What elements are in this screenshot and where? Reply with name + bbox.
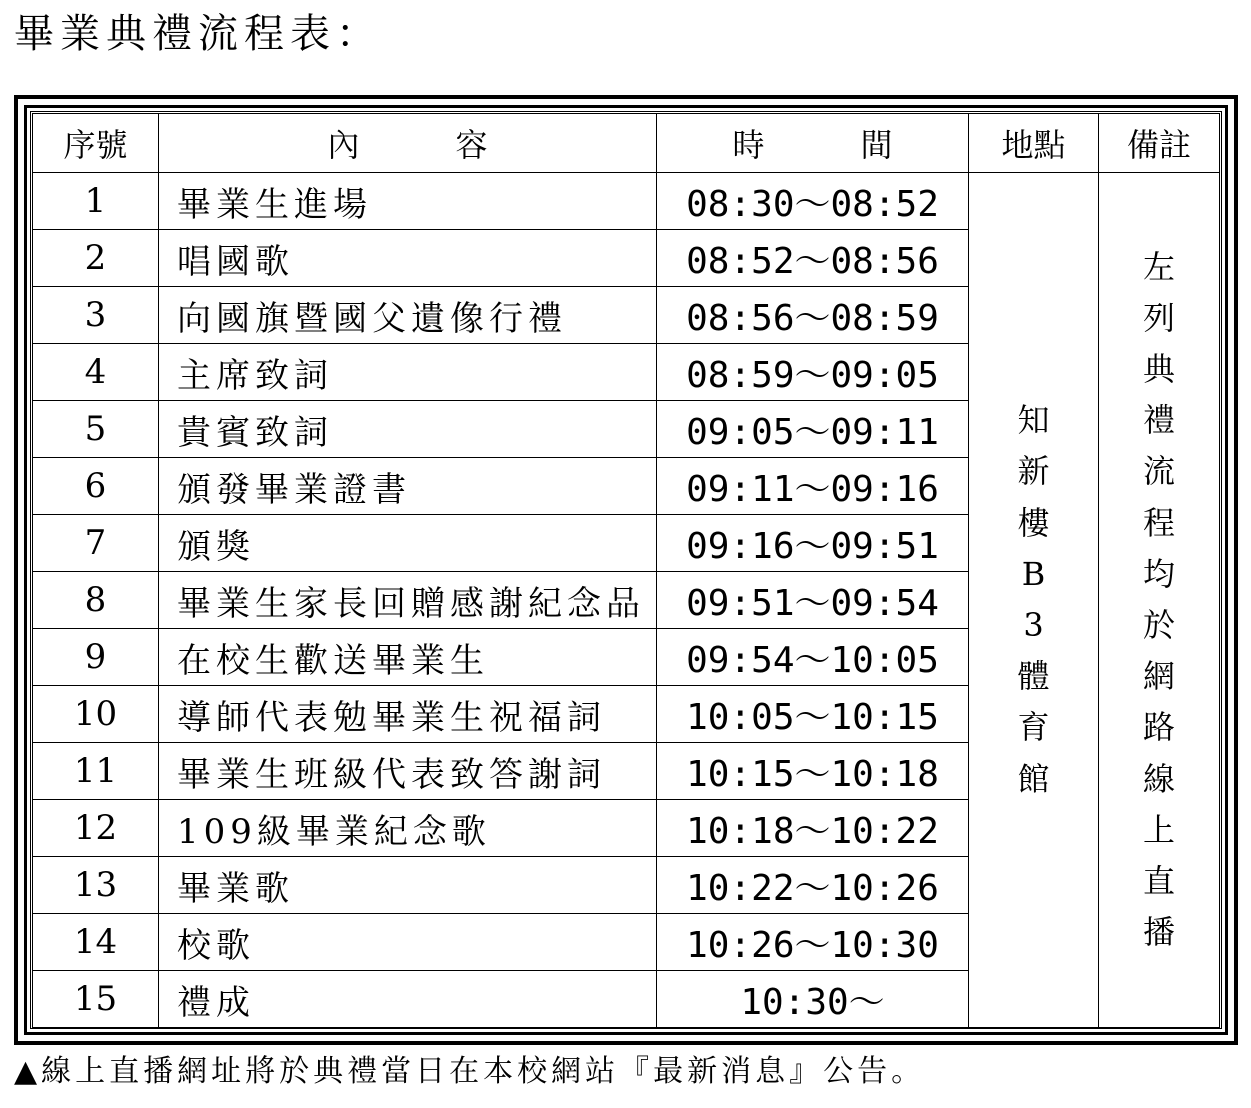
row-number: 10	[33, 686, 159, 743]
row-number: 11	[33, 743, 159, 800]
header-time: 時 間	[657, 114, 969, 173]
row-number: 8	[33, 572, 159, 629]
row-number: 1	[33, 173, 159, 230]
place-text: 知新樓B3體育館	[1017, 401, 1050, 798]
row-content: 主席致詞	[159, 344, 657, 401]
row-content: 在校生歡送畢業生	[159, 629, 657, 686]
document-title: 畢業典禮流程表：	[14, 11, 382, 57]
row-time: 10:05～10:15	[657, 686, 969, 743]
row-content: 畢業生班級代表致答謝詞	[159, 743, 657, 800]
row-content: 校歌	[159, 914, 657, 971]
row-time: 10:26～10:30	[657, 914, 969, 971]
row-number: 4	[33, 344, 159, 401]
row-content: 畢業歌	[159, 857, 657, 914]
row-number: 6	[33, 458, 159, 515]
row-number: 9	[33, 629, 159, 686]
header-place: 地點	[969, 114, 1099, 173]
header-content: 內 容	[159, 114, 657, 173]
row-time: 08:59～09:05	[657, 344, 969, 401]
row-time: 10:15～10:18	[657, 743, 969, 800]
note-text: 左列典禮流程均於網路線上直播	[1143, 247, 1176, 952]
row-content: 頒發畢業證書	[159, 458, 657, 515]
row-time: 09:54～10:05	[657, 629, 969, 686]
row-time: 10:30～	[657, 971, 969, 1028]
header-num: 序號	[33, 114, 159, 173]
row-content: 畢業生進場	[159, 173, 657, 230]
row-time: 08:52～08:56	[657, 230, 969, 287]
row-time: 09:05～09:11	[657, 401, 969, 458]
row-content: 向國旗暨國父遺像行禮	[159, 287, 657, 344]
schedule-table	[32, 113, 1220, 1028]
row-number: 5	[33, 401, 159, 458]
row-time: 08:30～08:52	[657, 173, 969, 230]
row-number: 15	[33, 971, 159, 1028]
row-time: 09:51～09:54	[657, 572, 969, 629]
row-number: 2	[33, 230, 159, 287]
header-note: 備註	[1099, 114, 1220, 173]
row-number: 12	[33, 800, 159, 857]
row-number: 3	[33, 287, 159, 344]
row-time: 10:18～10:22	[657, 800, 969, 857]
row-time: 09:11～09:16	[657, 458, 969, 515]
table-row	[33, 173, 1220, 230]
row-time: 09:16～09:51	[657, 515, 969, 572]
row-time: 10:22～10:26	[657, 857, 969, 914]
row-content: 導師代表勉畢業生祝福詞	[159, 686, 657, 743]
row-number: 13	[33, 857, 159, 914]
row-number: 14	[33, 914, 159, 971]
row-content: 唱國歌	[159, 230, 657, 287]
note-cell	[1099, 173, 1220, 1028]
row-number: 7	[33, 515, 159, 572]
row-content: 109級畢業紀念歌	[159, 800, 657, 857]
row-content: 頒獎	[159, 515, 657, 572]
place-cell	[969, 173, 1099, 1028]
footnote: ▲線上直播網址將於典禮當日在本校網站『最新消息』公告。	[14, 1054, 926, 1089]
row-content: 畢業生家長回贈感謝紀念品	[159, 572, 657, 629]
row-content: 貴賓致詞	[159, 401, 657, 458]
row-time: 08:56～08:59	[657, 287, 969, 344]
row-content: 禮成	[159, 971, 657, 1028]
header-row	[33, 114, 1220, 173]
